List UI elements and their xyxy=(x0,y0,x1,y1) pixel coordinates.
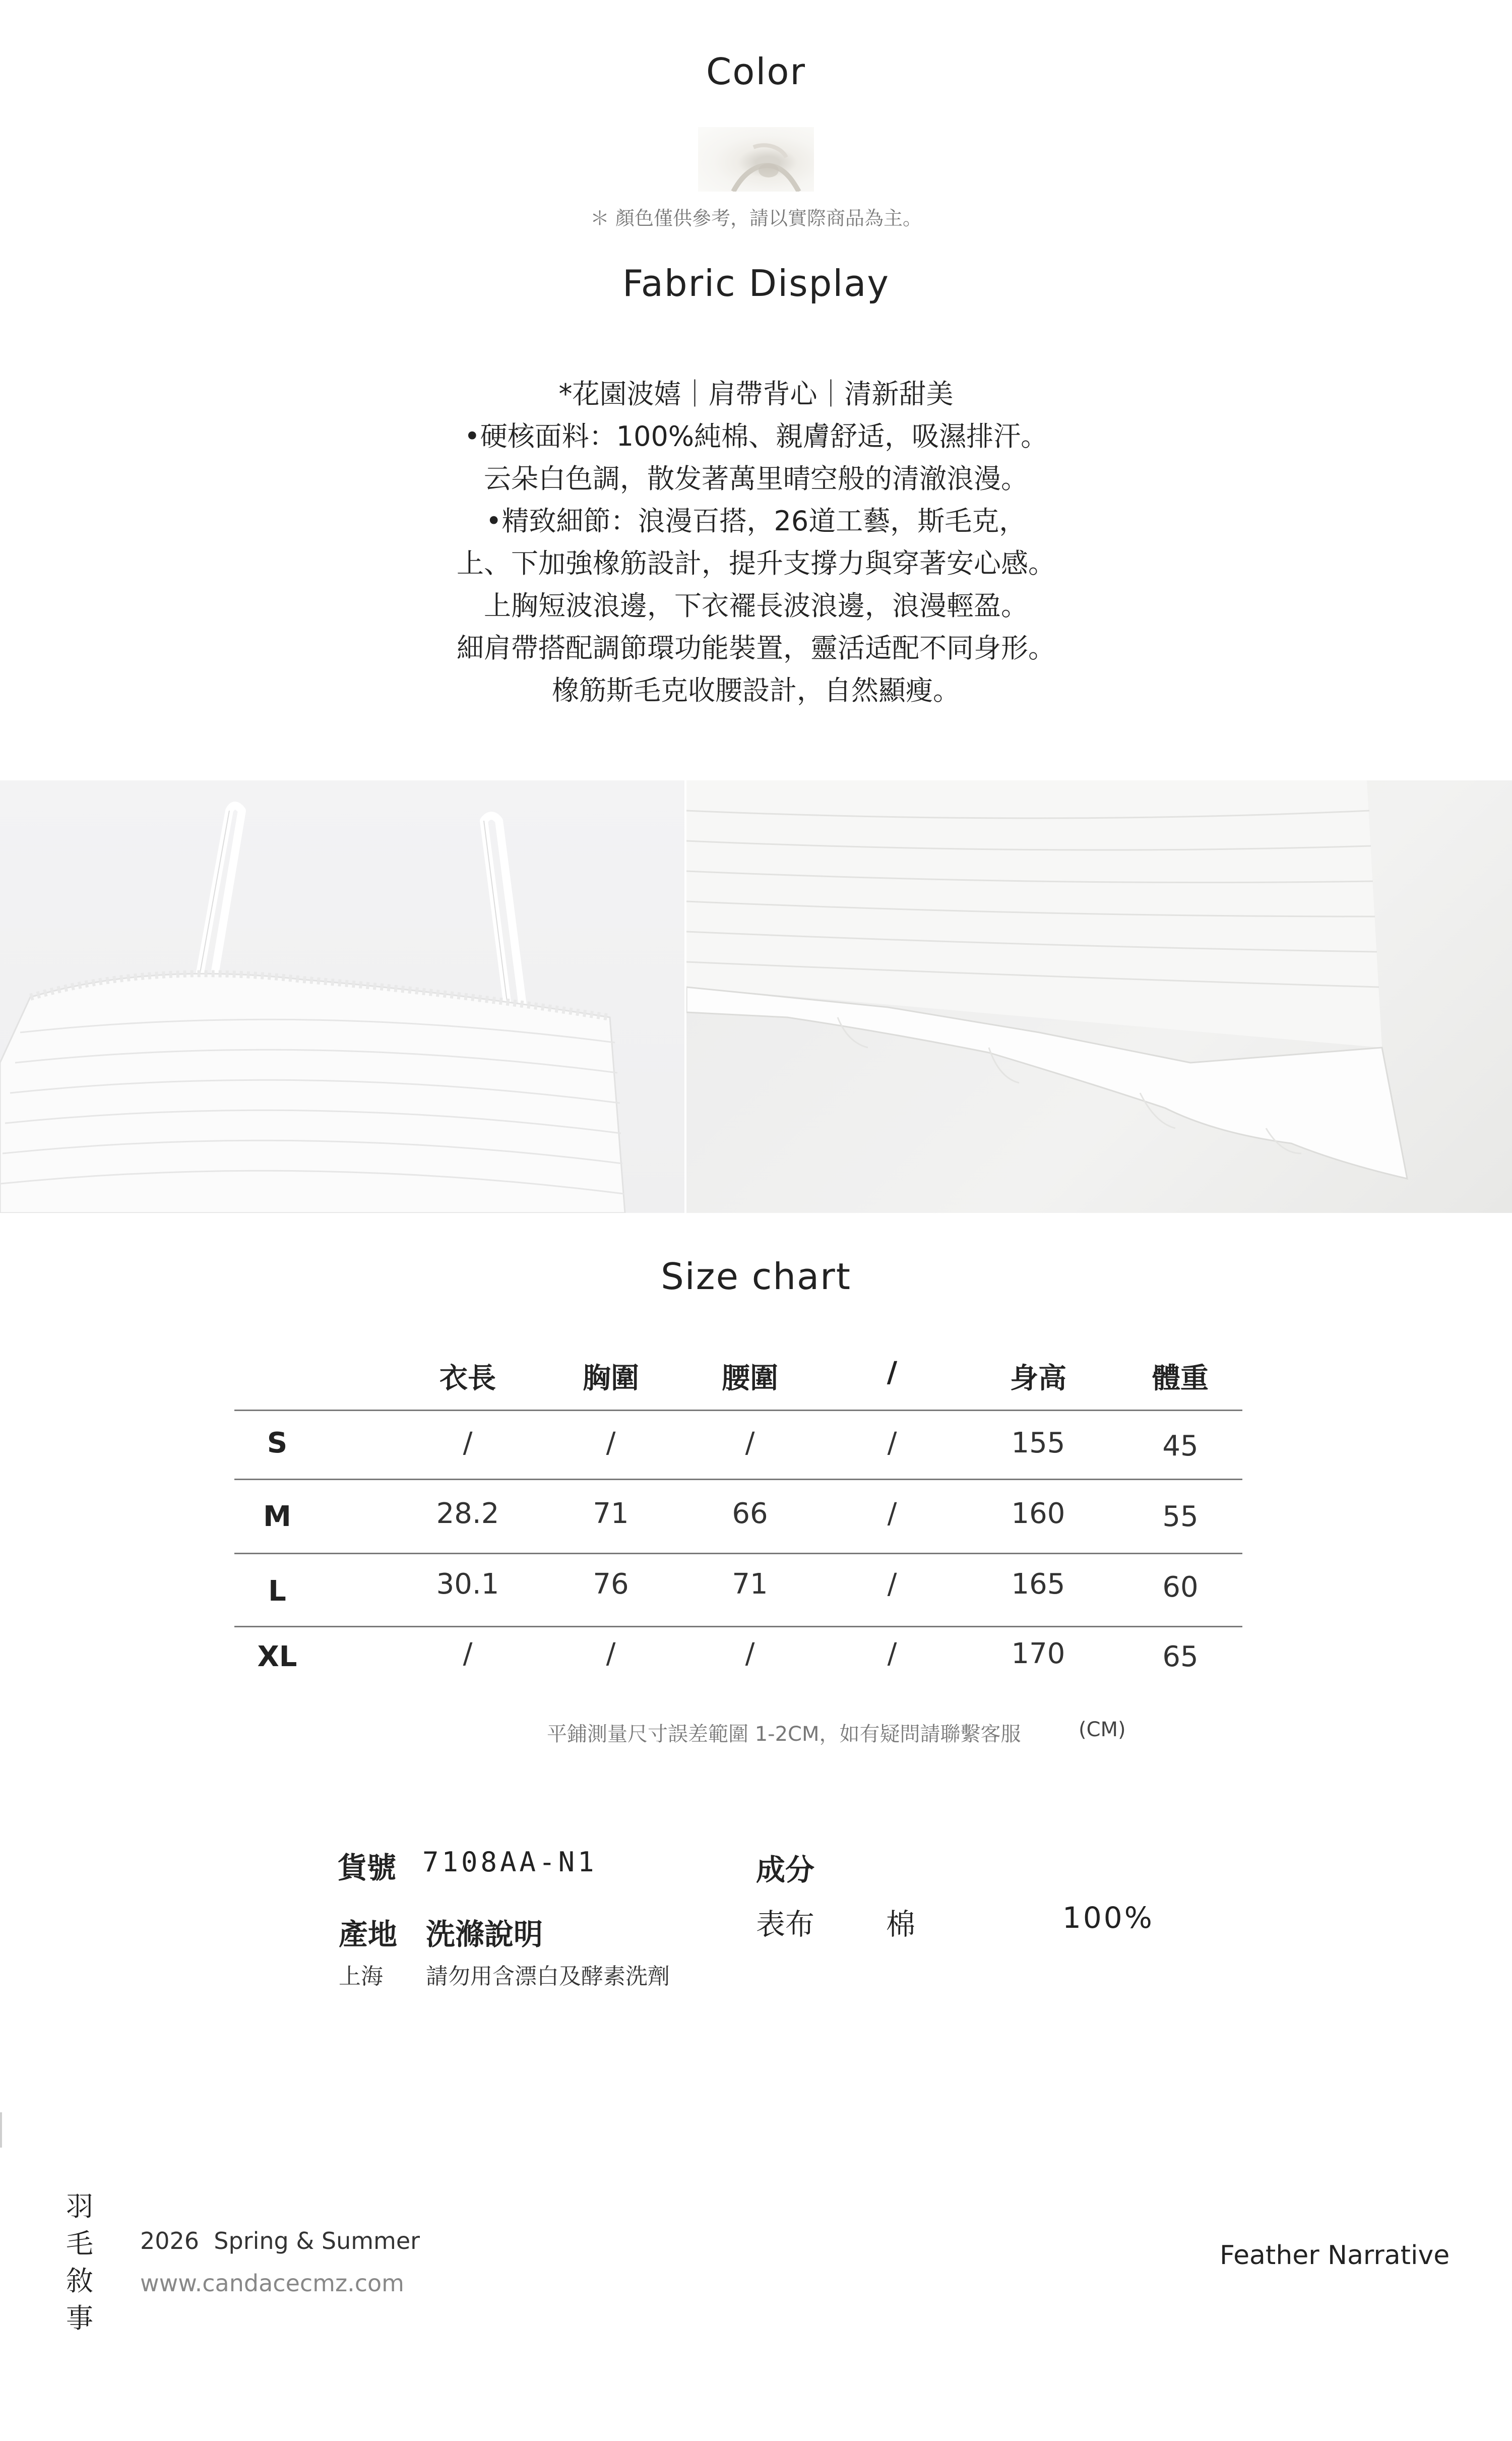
percent-value: 100% xyxy=(1062,1901,1154,1935)
description-line: 上、下加強橡筋設計，提升支撐力與穿著安心感。 xyxy=(457,547,1055,579)
wash-label: 洗滌說明 xyxy=(426,1917,543,1951)
table-row xyxy=(0,1497,1512,1538)
edge-mark xyxy=(0,2112,2,2148)
table-cell: 76 xyxy=(593,1568,629,1601)
table-cell: / xyxy=(606,1637,616,1670)
size-chart-heading: Size chart xyxy=(661,1255,851,1298)
column-header: 腰圍 xyxy=(722,1362,778,1395)
size-label: L xyxy=(268,1575,286,1608)
fabric-heading: Fabric Display xyxy=(622,262,890,304)
fabric-description xyxy=(0,373,1512,712)
description-line: 云朵白色調，散发著萬里晴空般的清澈浪漫。 xyxy=(484,463,1028,495)
fabric-fold-image xyxy=(698,127,814,192)
table-cell: / xyxy=(887,1637,897,1670)
table-cell: / xyxy=(745,1637,755,1670)
description-line: •硬核面料：100%純棉、親膚舒适，吸濕排汗。 xyxy=(464,420,1048,452)
website-link[interactable]: www.candacecmz.com xyxy=(140,2270,404,2297)
material-value: 棉 xyxy=(886,1907,916,1941)
season-label: 2026 Spring & Summer xyxy=(140,2227,420,2254)
table-row xyxy=(0,1637,1512,1678)
table-cell: / xyxy=(745,1427,755,1459)
brand-char: 敘 xyxy=(66,2265,93,2297)
size-label: S xyxy=(267,1427,288,1459)
sku-label: 貨號 xyxy=(338,1851,397,1885)
table-cell: 155 xyxy=(1011,1427,1065,1459)
product-photo-top xyxy=(0,780,684,1213)
table-cell: / xyxy=(887,1497,897,1530)
table-cell: / xyxy=(887,1568,897,1601)
column-header: / xyxy=(887,1356,898,1389)
table-cell: 170 xyxy=(1011,1637,1065,1670)
table-cell: 60 xyxy=(1162,1571,1199,1604)
table-cell: 28.2 xyxy=(436,1497,499,1530)
table-cell: / xyxy=(463,1637,473,1670)
table-cell: / xyxy=(887,1427,897,1459)
brand-char: 毛 xyxy=(66,2228,93,2260)
table-cell: 71 xyxy=(593,1497,629,1530)
table-cell: 65 xyxy=(1162,1640,1199,1673)
table-divider xyxy=(234,1410,1242,1411)
brand-english: Feather Narrative xyxy=(1220,2240,1450,2271)
description-line: 橡筋斯毛克收腰設計，自然顯瘦。 xyxy=(552,675,960,706)
column-header: 身高 xyxy=(1010,1362,1066,1395)
description-line: 細肩帶搭配調節環功能裝置，靈活适配不同身形。 xyxy=(457,632,1055,664)
table-cell: 71 xyxy=(732,1568,768,1601)
table-cell: / xyxy=(463,1427,473,1459)
table-cell: / xyxy=(606,1427,616,1459)
table-divider xyxy=(234,1553,1242,1554)
measurement-note: 平鋪測量尺寸誤差範圍 1-2CM，如有疑問請聯繫客服 xyxy=(547,1723,1021,1746)
table-cell: 30.1 xyxy=(436,1568,499,1601)
sku-value: 7108AA-N1 xyxy=(422,1846,597,1878)
table-cell: 45 xyxy=(1162,1430,1199,1462)
column-header: 體重 xyxy=(1152,1362,1209,1395)
brand-vertical xyxy=(65,2188,95,2337)
description-line: 上胸短波浪邊，下衣襬長波浪邊，浪漫輕盈。 xyxy=(484,590,1028,622)
size-label: M xyxy=(263,1500,291,1533)
table-divider xyxy=(234,1479,1242,1480)
table-divider xyxy=(234,1626,1242,1627)
description-line: •精致細節：浪漫百搭，26道工藝，斯毛克， xyxy=(485,505,1027,537)
origin-label: 產地 xyxy=(339,1917,398,1951)
color-heading: Color xyxy=(706,50,806,93)
brand-char: 事 xyxy=(66,2302,93,2334)
size-label: XL xyxy=(257,1640,297,1673)
column-header: 胸圍 xyxy=(583,1362,639,1395)
table-row xyxy=(0,1568,1512,1608)
table-row xyxy=(0,1427,1512,1467)
size-chart-header xyxy=(0,1356,1512,1396)
origin-value: 上海 xyxy=(339,1964,383,1989)
table-cell: 165 xyxy=(1011,1568,1065,1601)
column-header: 衣長 xyxy=(439,1362,496,1395)
wash-value: 請勿用含漂白及酵素洗劑 xyxy=(426,1964,670,1989)
color-disclaimer: ＊ 顏色僅供參考，請以實際商品為主。 xyxy=(590,207,922,229)
description-line: *花園波嬉｜肩帶背心｜清新甜美 xyxy=(558,378,954,410)
color-swatch-white[interactable] xyxy=(698,127,814,192)
table-cell: 55 xyxy=(1162,1500,1199,1533)
product-photo-hem xyxy=(686,780,1512,1213)
composition-label: 成分 xyxy=(756,1853,815,1887)
fabric-label: 表布 xyxy=(756,1907,815,1941)
unit-label: (CM) xyxy=(1079,1718,1126,1741)
brand-char: 羽 xyxy=(66,2190,93,2222)
table-cell: 160 xyxy=(1011,1497,1065,1530)
table-cell: 66 xyxy=(732,1497,768,1530)
